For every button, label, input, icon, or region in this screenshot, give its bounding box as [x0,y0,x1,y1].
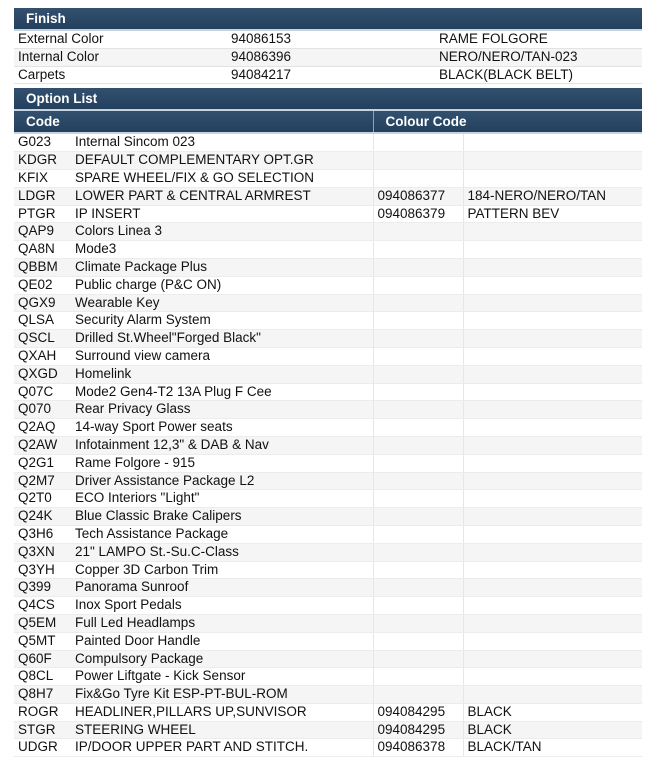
option-code: Q5MT [14,632,71,650]
colour-code: 094086377 [373,187,463,205]
colour-description [463,383,642,401]
option-description: Compulsory Package [71,650,373,668]
colour-description [463,401,642,419]
option-description: ECO Interiors "Light" [71,490,373,508]
finish-code: 94086396 [227,48,435,66]
colour-description [463,312,642,330]
colour-description [463,597,642,615]
option-row [14,668,642,686]
option-row [14,294,642,312]
finish-row [14,31,642,48]
option-code: Q2T0 [14,490,71,508]
colour-code [373,543,463,561]
option-description: Fix&Go Tyre Kit ESP-PT-BUL-ROM [71,686,373,704]
colour-description [463,668,642,686]
colour-code [373,454,463,472]
option-code: QGX9 [14,294,71,312]
colour-description [463,419,642,437]
option-code: Q2AQ [14,419,71,437]
colour-code [373,383,463,401]
option-description: Driver Assistance Package L2 [71,472,373,490]
option-code: STGR [14,721,71,739]
option-description: Painted Door Handle [71,632,373,650]
colour-description: BLACK [463,703,642,721]
colour-code [373,258,463,276]
option-code: Q60F [14,650,71,668]
option-code: QA8N [14,241,71,259]
option-description: Drilled St.Wheel"Forged Black" [71,330,373,348]
option-code: KFIX [14,169,71,187]
colour-code [373,561,463,579]
colour-description: BLACK [463,721,642,739]
colour-code [373,365,463,383]
colour-description [463,632,642,650]
colour-description [463,579,642,597]
option-row [14,614,642,632]
option-description: 21" LAMPO St.-Su.C-Class [71,543,373,561]
colour-code: 094084295 [373,703,463,721]
option-description: SPARE WHEEL/FIX & GO SELECTION [71,169,373,187]
colour-code [373,276,463,294]
option-description: STEERING WHEEL [71,721,373,739]
option-description: LOWER PART & CENTRAL ARMREST [71,187,373,205]
colour-code [373,668,463,686]
option-row [14,632,642,650]
option-code: QXGD [14,365,71,383]
colour-code [373,152,463,170]
colour-code [373,686,463,704]
colour-description [463,436,642,454]
colour-code: 094086378 [373,739,463,757]
option-description: Climate Package Plus [71,258,373,276]
option-row [14,133,642,151]
option-description: HEADLINER,PILLARS UP,SUNVISOR [71,703,373,721]
colour-code: 094084295 [373,721,463,739]
colour-code [373,632,463,650]
option-description: Internal Sincom 023 [71,133,373,151]
option-row [14,454,642,472]
option-code: QE02 [14,276,71,294]
option-row [14,508,642,526]
option-row [14,703,642,721]
option-row [14,739,642,757]
option-description: IP/DOOR UPPER PART AND STITCH. [71,739,373,757]
colour-code [373,490,463,508]
colour-description [463,490,642,508]
finish-row [14,48,642,66]
colour-description [463,241,642,259]
option-row [14,579,642,597]
option-code: QXAH [14,347,71,365]
option-description: Colors Linea 3 [71,223,373,241]
option-row [14,152,642,170]
option-row [14,223,642,241]
colour-code [373,597,463,615]
colour-code [373,472,463,490]
option-code: UDGR [14,739,71,757]
option-row [14,543,642,561]
colour-code [373,133,463,151]
colour-description [463,525,642,543]
option-code: ROGR [14,703,71,721]
option-code: Q3YH [14,561,71,579]
colour-code [373,223,463,241]
option-row [14,419,642,437]
colour-description [463,330,642,348]
option-code: QAP9 [14,223,71,241]
colour-code [373,241,463,259]
finish-label: Carpets [14,66,227,84]
colour-description [463,508,642,526]
option-list-column-headers [14,111,642,133]
option-row [14,597,642,615]
finish-table [14,31,642,84]
option-code: Q24K [14,508,71,526]
colour-code [373,525,463,543]
option-description: Blue Classic Brake Calipers [71,508,373,526]
colour-code [373,401,463,419]
colour-description [463,258,642,276]
column-header-colour-code: Colour Code [373,111,642,133]
colour-description: PATTERN BEV [463,205,642,223]
colour-code [373,614,463,632]
option-description: Infotainment 12,3" & DAB & Nav [71,436,373,454]
option-row [14,330,642,348]
option-row [14,436,642,454]
option-row [14,365,642,383]
option-code: QLSA [14,312,71,330]
option-code: Q2G1 [14,454,71,472]
option-description: 14-way Sport Power seats [71,419,373,437]
colour-code [373,419,463,437]
finish-label: Internal Color [14,48,227,66]
colour-description: 184-NERO/NERO/TAN [463,187,642,205]
option-code: Q070 [14,401,71,419]
option-code: Q4CS [14,597,71,615]
option-code: QBBM [14,258,71,276]
option-code: Q3XN [14,543,71,561]
option-code: Q3H6 [14,525,71,543]
colour-description [463,347,642,365]
colour-description [463,152,642,170]
option-row [14,561,642,579]
finish-value: BLACK(BLACK BELT) [435,66,642,84]
option-description: Homelink [71,365,373,383]
option-list-header: Option List [14,88,642,111]
option-description: Mode3 [71,241,373,259]
finish-header: Finish [14,8,642,31]
colour-code [373,330,463,348]
option-description: Surround view camera [71,347,373,365]
colour-description: BLACK/TAN [463,739,642,757]
colour-code [373,312,463,330]
option-description: DEFAULT COMPLEMENTARY OPT.GR [71,152,373,170]
colour-description [463,561,642,579]
option-row [14,258,642,276]
finish-code: 94086153 [227,31,435,48]
finish-value: NERO/NERO/TAN-023 [435,48,642,66]
option-row [14,205,642,223]
option-code: G023 [14,133,71,151]
colour-code [373,169,463,187]
option-code: Q399 [14,579,71,597]
colour-description [463,133,642,151]
option-code: LDGR [14,187,71,205]
option-code: Q2AW [14,436,71,454]
option-row [14,383,642,401]
colour-description [463,650,642,668]
option-row [14,490,642,508]
option-code: KDGR [14,152,71,170]
option-row [14,347,642,365]
option-row [14,650,642,668]
option-description: Public charge (P&C ON) [71,276,373,294]
option-description: Rear Privacy Glass [71,401,373,419]
option-code: QSCL [14,330,71,348]
finish-label: External Color [14,31,227,48]
option-description: IP INSERT [71,205,373,223]
colour-description [463,276,642,294]
option-row [14,187,642,205]
finish-value: RAME FOLGORE [435,31,642,48]
vehicle-spec-panel [14,8,642,757]
option-description: Inox Sport Pedals [71,597,373,615]
option-description: Wearable Key [71,294,373,312]
option-code: Q2M7 [14,472,71,490]
option-description: Tech Assistance Package [71,525,373,543]
finish-row [14,66,642,84]
option-row [14,525,642,543]
colour-description [463,686,642,704]
option-row [14,401,642,419]
option-description: Security Alarm System [71,312,373,330]
option-row [14,241,642,259]
colour-code [373,294,463,312]
option-row [14,686,642,704]
option-row [14,312,642,330]
option-description: Copper 3D Carbon Trim [71,561,373,579]
colour-description [463,365,642,383]
colour-description [463,223,642,241]
colour-code [373,347,463,365]
option-description: Full Led Headlamps [71,614,373,632]
option-code: Q8H7 [14,686,71,704]
colour-description [463,614,642,632]
option-code: Q07C [14,383,71,401]
colour-code [373,508,463,526]
option-description: Rame Folgore - 915 [71,454,373,472]
option-code: Q8CL [14,668,71,686]
option-description: Power Liftgate - Kick Sensor [71,668,373,686]
option-list-table [14,111,642,757]
option-description: Panorama Sunroof [71,579,373,597]
colour-code: 094086379 [373,205,463,223]
option-row [14,721,642,739]
option-description: Mode2 Gen4-T2 13A Plug F Cee [71,383,373,401]
finish-code: 94084217 [227,66,435,84]
colour-description [463,454,642,472]
colour-description [463,543,642,561]
option-row [14,169,642,187]
option-code: PTGR [14,205,71,223]
colour-code [373,650,463,668]
column-header-code: Code [14,111,373,133]
colour-code [373,579,463,597]
colour-description [463,472,642,490]
colour-code [373,436,463,454]
option-code: Q5EM [14,614,71,632]
colour-description [463,169,642,187]
option-row [14,276,642,294]
colour-description [463,294,642,312]
option-row [14,472,642,490]
